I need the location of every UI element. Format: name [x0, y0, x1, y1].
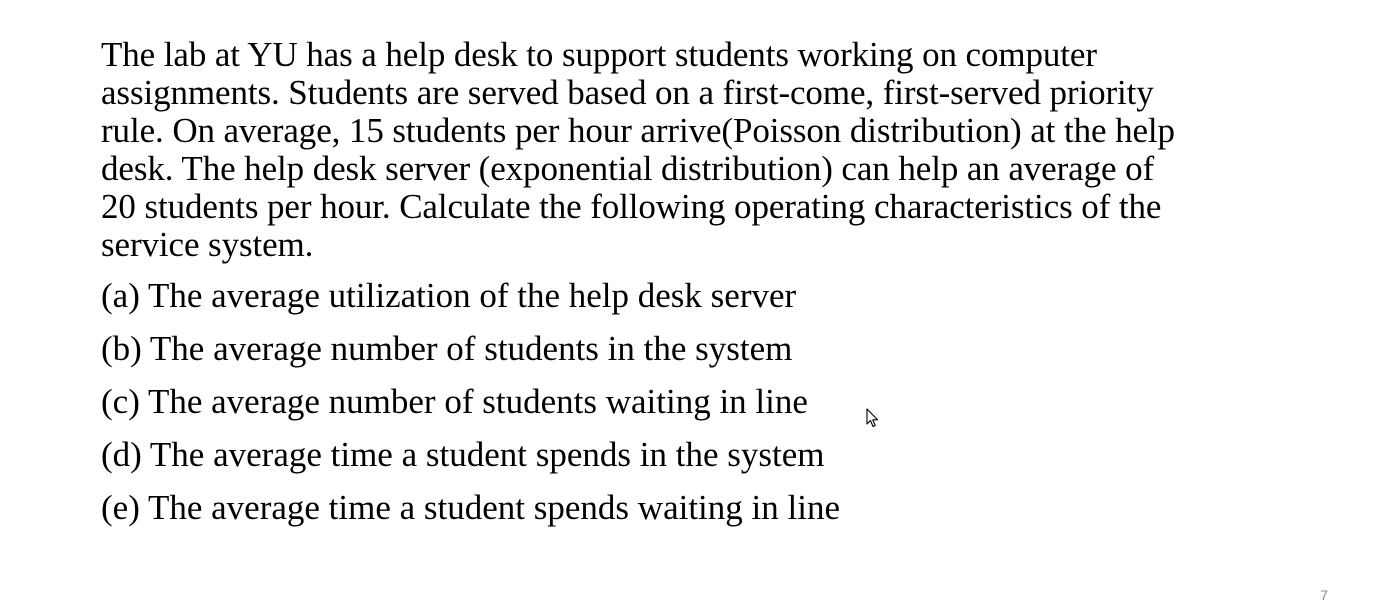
question-a: (a) The average utilization of the help desk server [101, 276, 797, 315]
problem-line: 20 students per hour. Calculate the following operating characteristics of the [101, 187, 1162, 226]
question-b: (b) The average number of students in the system [101, 329, 793, 368]
problem-line: rule. On average, 15 students per hour arrive(Poisson distribution) at the help [101, 111, 1175, 150]
mouse-pointer-icon [866, 408, 879, 428]
problem-statement [101, 36, 1336, 264]
question-e: (e) The average time a student spends waiting in line [101, 488, 840, 527]
question-d: (d) The average time a student spends in the system [101, 435, 825, 474]
problem-line: The lab at YU has a help desk to support students working on computer [101, 35, 1097, 74]
question-c: (c) The average number of students waiting in line [101, 382, 808, 421]
problem-line: assignments. Students are served based on a first-come, first-served priority [101, 73, 1154, 112]
problem-line: service system. [101, 225, 314, 264]
question-list [101, 275, 840, 540]
page-number: 7 [1320, 587, 1328, 603]
problem-line: desk. The help desk server (exponential distribution) can help an average of [101, 149, 1155, 188]
